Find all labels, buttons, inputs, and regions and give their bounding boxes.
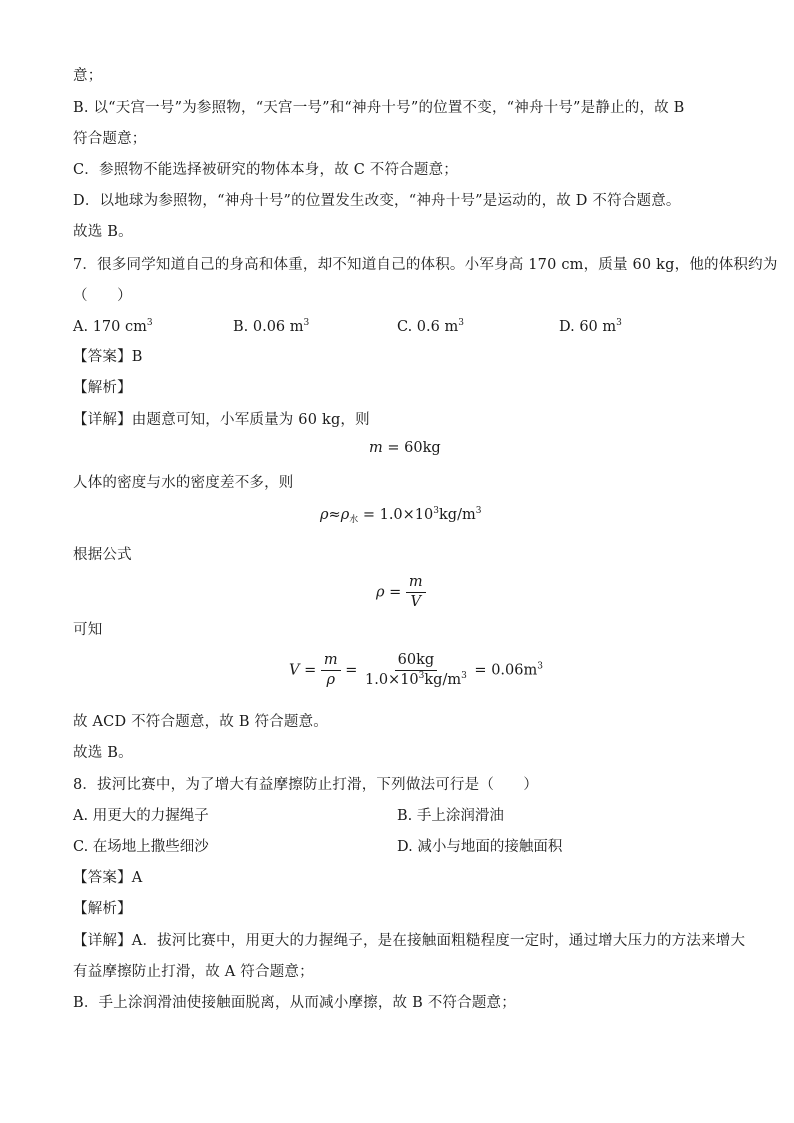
equation-density-formula: ρ = $\frac{m}{V}$ [376, 574, 426, 611]
text-line: 故选 B。 [73, 224, 133, 240]
equation-density: $\rho\approx\rho_水 = 1.0\times 10^3kg/m^3$ [320, 506, 482, 525]
q7-detail-5: 故 ACD 不符合题意，故 B 符合题意。 [73, 714, 328, 730]
q7-detail-3: 根据公式 [73, 547, 132, 563]
q8-detail-3: B．手上涂润滑油使接触面脱离，从而减小摩擦，故 B 不符合题意； [73, 995, 516, 1011]
text-line: D．以地球为参照物，“神舟十号”的位置发生改变，“神舟十号”是运动的，故 D 不符合题意。 [73, 193, 681, 209]
q7-option-d: D. 60 $m^3$ [559, 318, 622, 335]
equation-mass: m = 60kg [369, 440, 441, 456]
q7-detail-1: 【详解】由题意可知，小军质量为 60 kg，则 [73, 412, 370, 428]
text-line: 符合题意； [73, 131, 147, 147]
q7-detail-4: 可知 [73, 622, 103, 638]
q7-analysis-heading: 【解析】 [73, 380, 132, 396]
q8-option-d: D. 减小与地面的接触面积 [397, 839, 563, 855]
q7-option-a: A. 170 $cm^3$ [73, 318, 153, 335]
q8-detail-2: 有益摩擦防止打滑，故 A 符合题意； [73, 964, 314, 980]
text-line: 意； [73, 68, 103, 84]
q7-answer: 【答案】B [73, 349, 143, 365]
q8-option-a: A. 用更大的力握绳子 [73, 808, 209, 824]
question-8: 8．拔河比赛中，为了增大有益摩擦防止打滑，下列做法可行是（ ） [73, 777, 539, 793]
q7-option-b: B. 0.06 $m^3$ [233, 318, 310, 335]
q8-analysis-heading: 【解析】 [73, 901, 132, 917]
question-7-bracket: （ ） [73, 288, 132, 304]
q7-detail-2: 人体的密度与水的密度差不多，则 [73, 475, 294, 491]
question-7: 7．很多同学知道自己的身高和体重，却不知道自己的体积。小军身高 170 cm，质量 60 kg，他的体积约为 [73, 257, 778, 273]
text-line: B. 以“天宫一号”为参照物，“天宫一号”和“神舟十号”的位置不变，“神舟十号”是静止的，故 B [73, 100, 685, 116]
equation-volume: V = $\frac{m}{\rho}$ = $\frac{60kg}{1.0\times 10^3kg/m^3}$ = $0.06m^3$ [289, 652, 543, 688]
q7-detail-6: 故选 B。 [73, 745, 133, 761]
text-line: C．参照物不能选择被研究的物体本身，故 C 不符合题意； [73, 162, 459, 178]
q8-answer: 【答案】A [73, 870, 143, 886]
q8-detail-1: 【详解】A．拔河比赛中，用更大的力握绳子，是在接触面粗糙程度一定时，通过增大压力的方法来增大 [73, 933, 746, 949]
q8-option-c: C. 在场地上撒些细沙 [73, 839, 209, 855]
q8-option-b: B. 手上涂润滑油 [397, 808, 504, 824]
q7-option-c: C. 0.6 $m^3$ [397, 318, 464, 335]
